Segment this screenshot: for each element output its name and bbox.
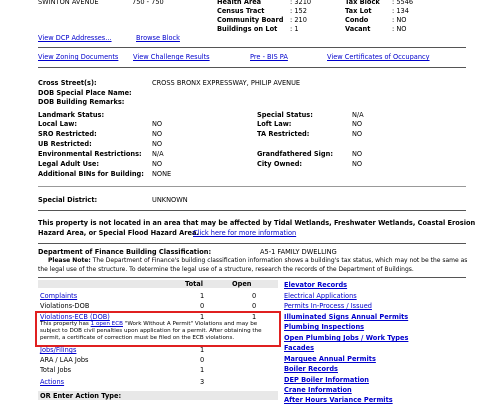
local-law-value: NO	[152, 120, 163, 128]
stat-label: Census Tract	[217, 7, 265, 15]
violations-ecb-total: 1	[200, 313, 205, 321]
violations-dob-label: Violations-DOB	[40, 302, 90, 310]
stat-value: : 1	[290, 25, 299, 33]
dob-building-remarks-label: DOB Building Remarks:	[38, 98, 125, 106]
stat-value: : 3210	[290, 0, 312, 6]
total-jobs-total: 1	[200, 366, 205, 374]
stat-label: Condo	[345, 16, 369, 24]
view-certificates-of-occupancy-link[interactable]: View Certificates of Occupancy	[327, 53, 430, 61]
ara-laa-jobs-label: ARA / LAA Jobs	[40, 356, 89, 364]
view-zoning-documents-link[interactable]: View Zoning Documents	[38, 53, 119, 61]
finance-note-line2: the legal use of the structure. To determine the legal use of a structure, research the records of the Department of Buildings.	[38, 266, 414, 273]
complaints-link[interactable]: Complaints	[40, 292, 78, 300]
grandfathered-sign-label: Grandfathered Sign:	[257, 150, 333, 158]
ub-restricted-value: NO	[152, 140, 163, 148]
ta-restricted-label: TA Restricted:	[257, 130, 310, 138]
stat-label: Health Area	[217, 0, 262, 6]
sro-restricted-label: SRO Restricted:	[38, 130, 97, 138]
finance-note-text: The Department of Finance's building classification information shows a building's tax status, which may not be the same as	[90, 257, 468, 264]
loft-law-label: Loft Law:	[257, 120, 292, 128]
divider	[38, 67, 466, 68]
special-district-value: UNKNOWN	[152, 196, 188, 204]
loft-law-value: NO	[352, 120, 363, 128]
street-name: SWINTON AVENUE	[38, 0, 99, 6]
sro-restricted-value: NO	[152, 130, 163, 138]
column-header-open: Open	[232, 280, 252, 288]
jobs-filings-total: 1	[200, 346, 205, 354]
stat-value: : 152	[290, 7, 307, 15]
divider	[38, 277, 466, 278]
permits-in-process-link[interactable]: Permits In-Process / Issued	[284, 302, 372, 310]
city-owned-value: NO	[352, 160, 363, 168]
illuminated-signs-link[interactable]: Illuminated Signs Annual Permits	[284, 313, 409, 321]
ecb-note-pre: This property has	[40, 321, 91, 327]
additional-bins-label: Additional BINs for Building:	[38, 170, 144, 178]
grandfathered-sign-value: NO	[352, 150, 363, 158]
stat-label: Tax Block	[345, 0, 380, 6]
ara-laa-jobs-total: 0	[200, 356, 205, 364]
marquee-annual-permits-link[interactable]: Marquee Annual Permits	[284, 355, 376, 363]
violations-dob-open: 0	[252, 302, 257, 310]
open-plumbing-jobs-link[interactable]: Open Plumbing Jobs / Work Types	[284, 334, 409, 342]
ecb-note-line3: permit, a certificate of correction must be filed on the ECB violations.	[40, 335, 235, 341]
stat-value: : NO	[392, 25, 407, 33]
landmark-status-label: Landmark Status:	[38, 111, 105, 119]
finance-classification-value: A5-1 FAMILY DWELLING	[260, 248, 337, 256]
additional-bins-value: NONE	[152, 170, 172, 178]
local-law-label: Local Law:	[38, 120, 78, 128]
stat-value: : 5546	[392, 0, 414, 6]
ecb-note-post: "Work Without A Permit" Violations and may be	[122, 321, 258, 327]
actions-link[interactable]: Actions	[40, 378, 65, 386]
city-owned-label: City Owned:	[257, 160, 303, 168]
divider	[38, 243, 466, 244]
cross-street-value: CROSS BRONX EXPRESSWAY, PHILIP AVENUE	[152, 79, 301, 87]
dep-boiler-information-link[interactable]: DEP Boiler Information	[284, 376, 369, 384]
stat-label: Tax Lot	[345, 7, 372, 15]
finance-note-bold: Please Note:	[48, 257, 91, 264]
jobs-filings-link[interactable]: Jobs/Filings	[40, 346, 77, 354]
boiler-records-link[interactable]: Boiler Records	[284, 365, 338, 373]
stat-value: : 210	[290, 16, 307, 24]
special-status-value: N/A	[352, 111, 364, 119]
electrical-applications-link[interactable]: Electrical Applications	[284, 292, 357, 300]
stat-label: Community Board	[217, 16, 284, 24]
tidal-notice-line2: Hazard Area, or Special Flood Hazard Area.	[38, 229, 199, 237]
environmental-restrictions-value: N/A	[152, 150, 164, 158]
total-jobs-label: Total Jobs	[40, 366, 72, 374]
ecb-note-line1	[40, 322, 257, 328]
ub-restricted-label: UB Restricted:	[38, 140, 92, 148]
enter-action-type-label: OR Enter Action Type:	[40, 392, 122, 400]
facades-link[interactable]: Facades	[284, 344, 315, 352]
finance-classification-label: Department of Finance Building Classification:	[38, 248, 212, 256]
special-status-label: Special Status:	[257, 111, 313, 119]
pre-bis-pa-link[interactable]: Pre - BIS PA	[250, 53, 288, 61]
divider	[38, 210, 466, 211]
after-hours-variance-link[interactable]: After Hours Variance Permits	[284, 396, 393, 404]
view-challenge-results-link[interactable]: View Challenge Results	[133, 53, 210, 61]
column-header-total: Total	[185, 280, 204, 288]
plumbing-inspections-link[interactable]: Plumbing Inspections	[284, 323, 365, 331]
ecb-note-line2: subject to DOB civil penalties upon application for a permit. After obtaining the	[40, 328, 262, 334]
divider	[38, 186, 466, 187]
complaints-open: 0	[252, 292, 257, 300]
complaints-total: 1	[200, 292, 205, 300]
divider	[38, 47, 466, 48]
browse-block-link[interactable]: Browse Block	[136, 34, 180, 42]
elevator-records-link[interactable]: Elevator Records	[284, 281, 348, 289]
stat-label: Buildings on Lot	[217, 25, 278, 33]
dob-special-place-label: DOB Special Place Name:	[38, 89, 132, 97]
finance-note-line1	[48, 258, 467, 264]
crane-information-link[interactable]: Crane Information	[284, 386, 352, 394]
stat-value: : NO	[392, 16, 407, 24]
special-district-label: Special District:	[38, 196, 98, 204]
tidal-notice-line1: This property is not located in an area that may be affected by Tidal Wetlands, Freshwater Wetlands, Coastal Erosion	[38, 219, 476, 227]
stat-value: : 134	[392, 7, 409, 15]
actions-total: 3	[200, 378, 205, 386]
ta-restricted-value: NO	[352, 130, 363, 138]
violations-ecb-open: 1	[252, 313, 257, 321]
open-ecb-link[interactable]: 1 open ECB	[90, 321, 123, 327]
legal-adult-use-value: NO	[152, 160, 163, 168]
cross-street-label: Cross Street(s):	[38, 79, 97, 87]
view-dcp-addresses-link[interactable]: View DCP Addresses...	[38, 34, 112, 42]
environmental-restrictions-label: Environmental Restrictions:	[38, 150, 142, 158]
stat-label: Vacant	[345, 25, 371, 33]
tidal-more-info-link[interactable]: Click here for more information	[193, 229, 297, 237]
legal-adult-use-label: Legal Adult Use:	[38, 160, 100, 168]
violations-ecb-link[interactable]: Violations-ECB (DOB)	[40, 313, 110, 321]
house-range: 750 - 750	[132, 0, 164, 6]
violations-dob-total: 0	[200, 302, 205, 310]
